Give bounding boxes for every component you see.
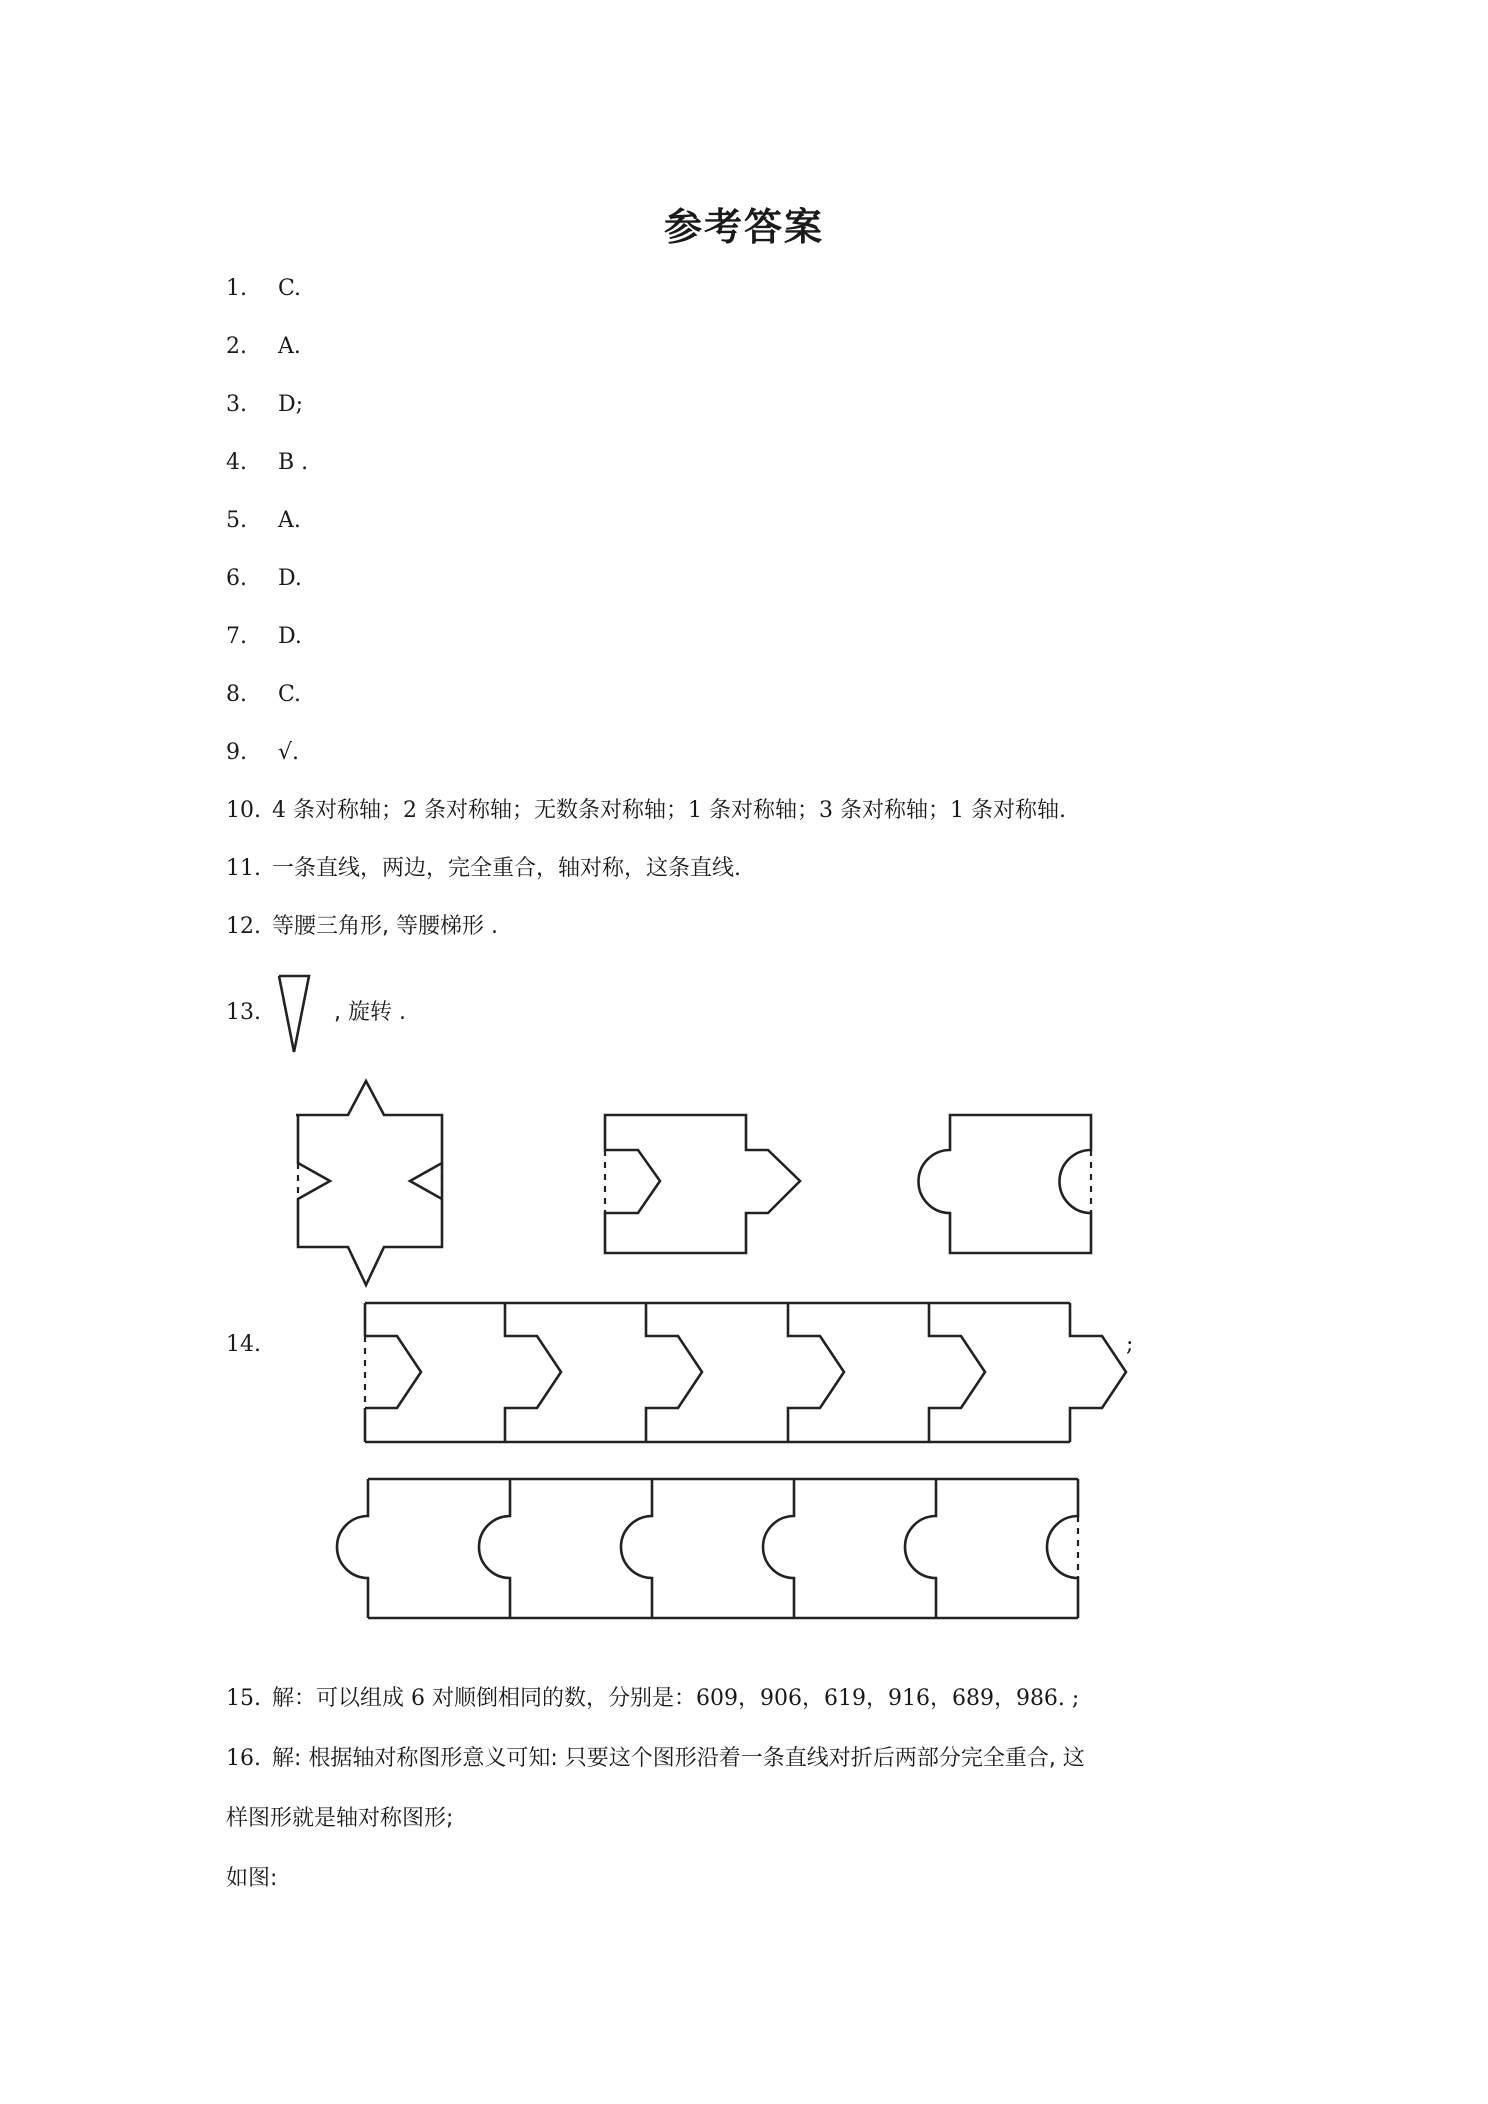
answer-number: 5.: [226, 508, 247, 533]
answer-text: 一条直线，两边，完全重合，轴对称，这条直线.: [272, 856, 741, 881]
answer-14-semicolon: ;: [1126, 1332, 1134, 1357]
answer-number: 4.: [226, 450, 247, 475]
answer-number: 8.: [226, 682, 247, 707]
answer-number: 7.: [226, 624, 247, 649]
answer-text: B .: [278, 450, 309, 475]
answer-16-continued: 样图形就是轴对称图形;: [226, 1806, 454, 1831]
answer-text: D;: [278, 392, 304, 417]
answer-number: 12.: [226, 914, 261, 939]
arrow-tab-figure: [605, 1115, 800, 1253]
answer-number: 13.: [226, 1000, 261, 1025]
answer-number: 15.: [226, 1686, 261, 1711]
answer-text: 等腰三角形, 等腰梯形 .: [272, 914, 498, 939]
answer-number: 16.: [226, 1746, 261, 1771]
semicircle-tessellation-row: [337, 1479, 1078, 1618]
answer-number: 1.: [226, 276, 247, 301]
answer-text: D.: [278, 566, 302, 591]
star-shape-figure: [296, 1081, 442, 1285]
semicircle-tab-figure: [919, 1115, 1091, 1253]
answer-text: C.: [278, 276, 302, 301]
arrow-tessellation-row: [365, 1303, 1126, 1442]
inverted-triangle-figure: [279, 976, 309, 1052]
answer-text: 4 条对称轴；2 条对称轴；无数条对称轴；1 条对称轴；3 条对称轴；1 条对称轴.: [272, 798, 1066, 823]
answer-text: D.: [278, 624, 302, 649]
answer-text: 解: 根据轴对称图形意义可知: 只要这个图形沿着一条直线对折后两部分完全重合, 这: [272, 1746, 1085, 1771]
answer-text: √.: [278, 740, 300, 765]
answer-text: 解：可以组成 6 对顺倒相同的数，分别是：609，906，619，916，689，986. ;: [272, 1686, 1080, 1711]
answer-number: 9.: [226, 740, 247, 765]
figure-label: 如图:: [226, 1866, 278, 1891]
answer-number: 11.: [226, 856, 261, 881]
answer-text: A.: [278, 334, 301, 359]
answer-text: , 旋转 .: [334, 1000, 406, 1025]
answer-text: C.: [278, 682, 302, 707]
answer-number: 2.: [226, 334, 247, 359]
answer-number: 10.: [226, 798, 261, 823]
answer-text: A.: [278, 508, 301, 533]
page-title: 参考答案: [663, 205, 824, 249]
answer-number: 6.: [226, 566, 247, 591]
answer-number: 14.: [226, 1332, 261, 1357]
answer-number: 3.: [226, 392, 247, 417]
